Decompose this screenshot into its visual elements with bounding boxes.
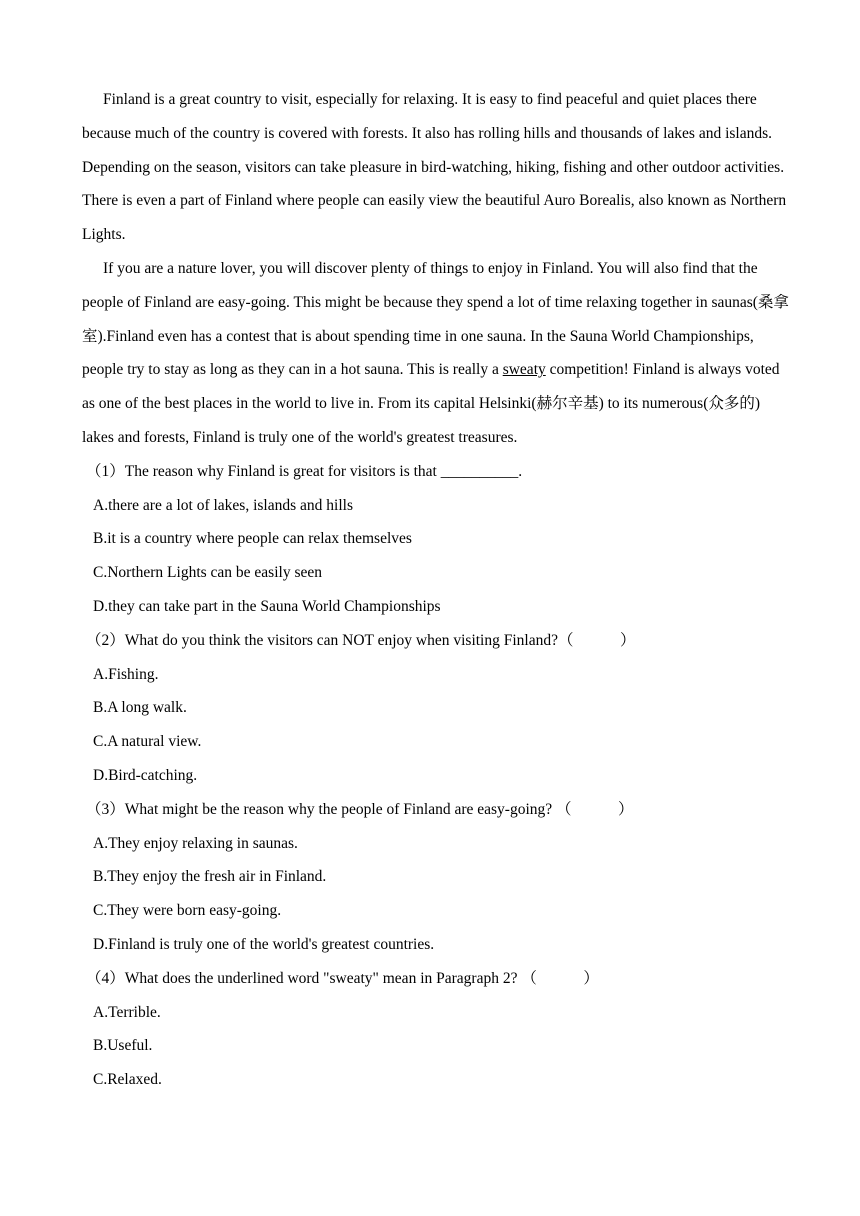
question-stem: （2）What do you think the visitors can NOT enjoy when visiting Finland?（ ）	[86, 631, 636, 649]
question-4	[82, 962, 792, 1097]
question-stem: （1）The reason why Finland is great for visitors is that __________.	[86, 462, 523, 480]
paragraph-2-text-after: competition! Finland is always voted as one of the best places in the world to live in. From its capital Helsinki(赫尔辛基) to its numerous(众多的) lakes and forests, Finland is truly one of the world's greatest treasures.	[82, 361, 780, 446]
option-d: D.they can take part in the Sauna World Championships	[93, 597, 441, 615]
option-a: A.Fishing.	[93, 665, 159, 683]
option-b: B.Useful.	[93, 1037, 153, 1055]
option-b: B.They enjoy the fresh air in Finland.	[93, 868, 327, 886]
option-b: B.it is a country where people can relax themselves	[93, 530, 412, 548]
question-stem: （3）What might be the reason why the people of Finland are easy-going? （ ）	[86, 800, 634, 818]
passage-paragraph-2	[82, 252, 792, 455]
question-3	[82, 793, 792, 962]
option-a: A.They enjoy relaxing in saunas.	[93, 834, 298, 852]
option-c: C.Northern Lights can be easily seen	[93, 564, 322, 582]
option-a: A.Terrible.	[93, 1003, 161, 1021]
option-c: C.Relaxed.	[93, 1071, 162, 1089]
question-stem: （4）What does the underlined word "sweaty" mean in Paragraph 2? （ ）	[86, 969, 599, 987]
question-2	[82, 624, 792, 793]
paragraph-2-text-before: If you are a nature lover, you will discover plenty of things to enjoy in Finland. You will also find that the people of Finland are easy-going. This might be because they spend a lot of time relaxing together in saunas(桑拿室).Finland even has a contest that is about spending time in one sauna. In the Sauna World Championships, people try to stay as long as they can in a hot sauna. This is really a	[82, 259, 789, 379]
option-d: D.Bird-catching.	[93, 766, 198, 784]
option-c: C.They were born easy-going.	[93, 902, 282, 920]
question-1	[82, 455, 792, 624]
option-c: C.A natural view.	[93, 733, 202, 751]
passage-paragraph-1: Finland is a great country to visit, especially for relaxing. It is easy to find peaceful and quiet places there because much of the country is covered with forests. It also has rolling hills and thousands of lakes and islands. Depending on the season, visitors can take pleasure in bird-watching, hiking, fishing and other outdoor activities. There is even a part of Finland where people can easily view the beautiful Auro Borealis, also known as Northern Lights.	[82, 91, 787, 244]
underlined-word-sweaty: sweaty	[502, 361, 546, 379]
option-d: D.Finland is truly one of the world's greatest countries.	[93, 935, 435, 953]
reading-content	[82, 83, 792, 1097]
option-b: B.A long walk.	[93, 699, 187, 717]
option-a: A.there are a lot of lakes, islands and hills	[93, 496, 353, 514]
